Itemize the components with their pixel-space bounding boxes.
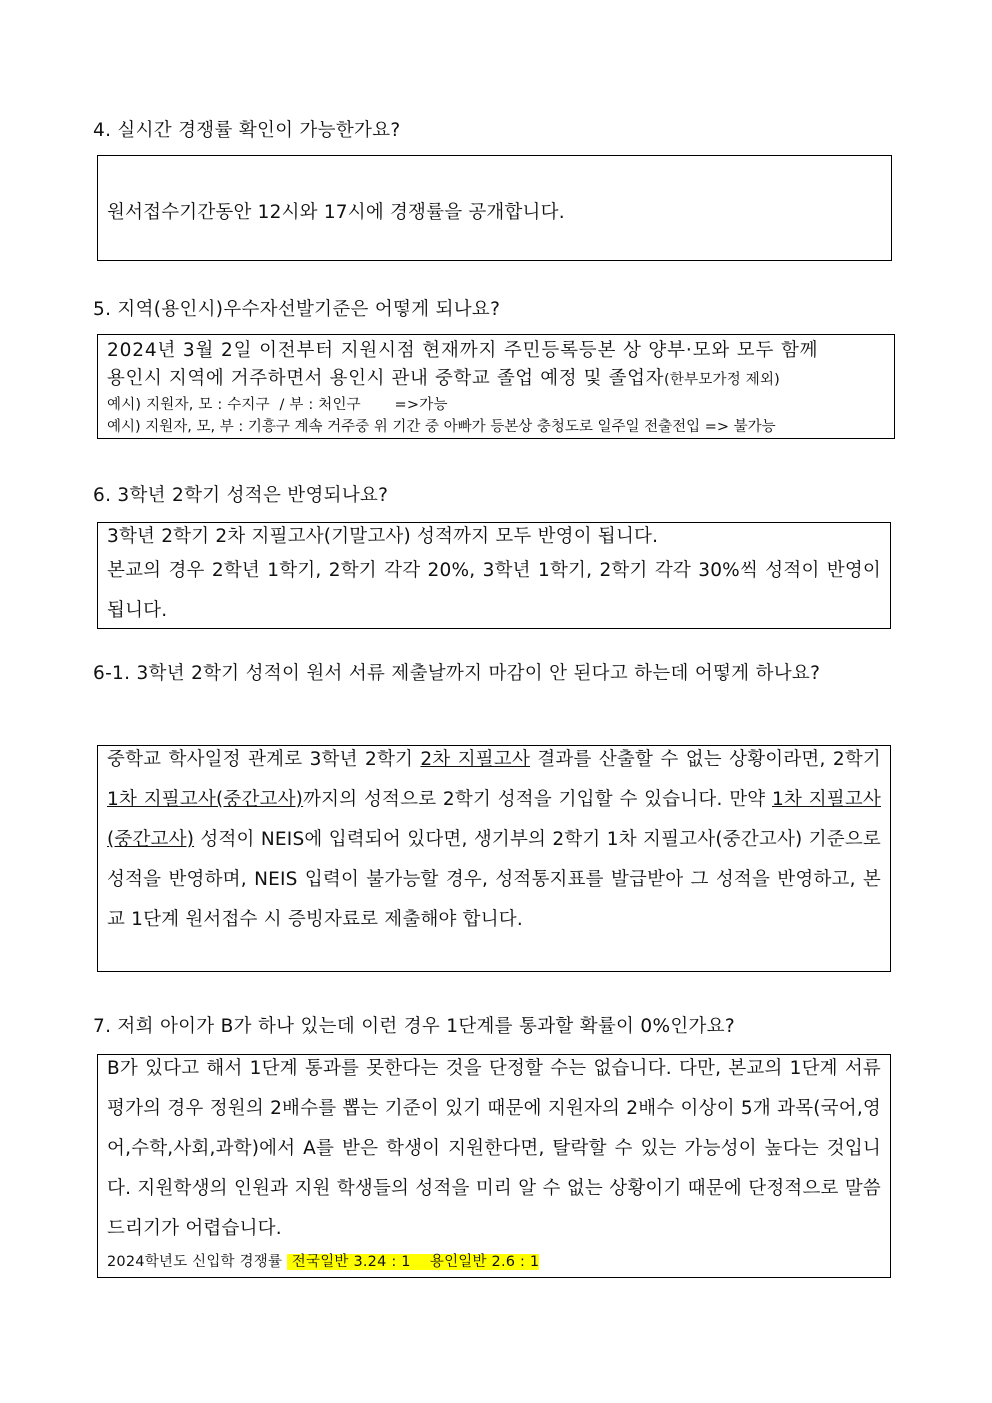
- answer-box-4: [97, 155, 892, 261]
- question-6: 6. 3학년 2학기 성적은 반영되나요?: [93, 485, 389, 506]
- answer-5-example2: 예시) 지원자, 모, 부 : 기흥구 계속 거주중 위 기간 중 아빠가 등본상 충청도로 일주일 전출전입 => 불가능: [107, 419, 776, 435]
- answer-5-line2-note: (한부모가정 제외): [664, 372, 781, 388]
- answer-6-1-part2: 결과를 산출할 수 없는 상황이라면, 2학기: [530, 749, 881, 770]
- answer-box-5: [97, 334, 895, 439]
- answer-6-line1: 3학년 2학기 2차 지필고사(기말고사) 성적까지 모두 반영이 됩니다.: [107, 526, 659, 547]
- answer-6-1-part1: 중학교 학사일정 관계로 3학년 2학기: [107, 749, 421, 770]
- question-5: 5. 지역(용인시)우수자선발기준은 어떻게 되나요?: [93, 299, 501, 320]
- answer-6-line2: 본교의 경우 2학년 1학기, 2학기 각각 20%, 3학년 1학기, 2학기 각각 30%씩 성적이 반영이 됩니다.: [107, 560, 881, 621]
- answer-6-1-text: [107, 740, 881, 940]
- underline-1st-exam-2: 1차 지필고사(중간고사): [107, 789, 881, 850]
- question-6-1: 6-1. 3학년 2학기 성적이 원서 서류 제출날까지 마감이 안 된다고 하는데 어떻게 하나요?: [93, 663, 821, 684]
- competition-rate-label: 2024학년도 신입학 경쟁률: [107, 1254, 287, 1270]
- underline-1st-exam: 1차 지필고사(중간고사): [107, 789, 304, 810]
- answer-6-1-part4: 성적이 NEIS에 입력되어 있다면, 생기부의 2학기 1차 지필고사(중간고사) 기준으로 성적을 반영하며, NEIS 입력이 불가능할 경우, 성적통지표를 발급받아 그 성적을 반영하고, 본교 1단계 원서접수 시 증빙자료로 제출해야 합니다.: [107, 829, 881, 930]
- competition-rate-value: 전국일반 3.24 : 1 용인일반 2.6 : 1: [287, 1254, 540, 1270]
- answer-5-line2-main: 용인시 지역에 거주하면서 용인시 관내 중학교 졸업 예정 및 졸업자: [107, 368, 665, 389]
- question-7: 7. 저희 아이가 B가 하나 있는데 이런 경우 1단계를 통과할 확률이 0%인가요?: [93, 1016, 735, 1037]
- competition-rate-line: [107, 1251, 881, 1273]
- answer-box-6-1: [97, 745, 891, 972]
- answer-5-example1: 예시) 지원자, 모 : 수지구 / 부 : 처인구 =>가능: [107, 397, 448, 413]
- answer-5-line1: 2024년 3월 2일 이전부터 지원시점 현재까지 주민등록등본 상 양부·모와 모두 함께: [107, 340, 819, 361]
- underline-2nd-exam: 2차 지필고사: [420, 749, 531, 770]
- question-4: 4. 실시간 경쟁률 확인이 가능한가요?: [93, 120, 401, 141]
- answer-4-text: 원서접수기간동안 12시와 17시에 경쟁률을 공개합니다.: [107, 202, 565, 223]
- answer-box-6: [97, 522, 891, 629]
- answer-5-line2: [107, 365, 885, 394]
- answer-box-7: [97, 1054, 891, 1278]
- answer-7-text: B가 있다고 해서 1단계 통과를 못한다는 것을 단정할 수는 없습니다. 다만, 본교의 1단계 서류평가의 경우 정원의 2배수를 뽑는 기준이 있기 때문에 지원자의 2배수 이상이 5개 과목(국어,영어,수학,사회,과학)에서 A를 받은 학생이 지원한다면, 탈락할 수 있는 가능성이 높다는 것입니다. 지원학생의 인원과 지원 학생들의 성적을 미리 알 수 없는 상황이기 때문에 단정적으로 말씀드리기가 어렵습니다.: [107, 1058, 881, 1239]
- answer-6-1-part3: 까지의 성적으로 2학기 성적을 기입할 수 있습니다. 만약: [303, 789, 772, 810]
